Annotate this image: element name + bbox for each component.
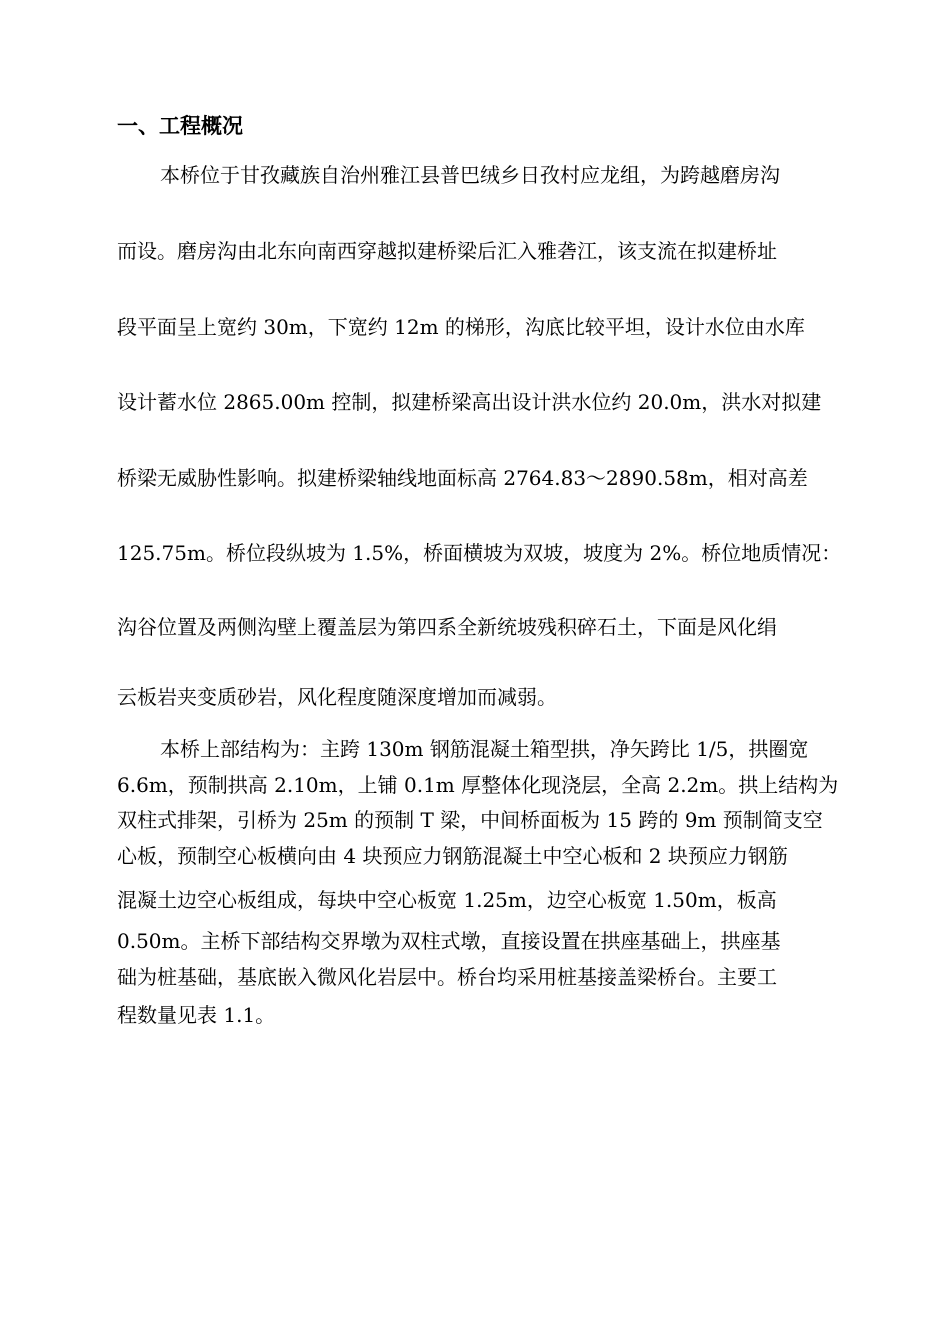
paragraph-2-line-2: 6.6m，预制拱高 2.10m，上铺 0.1m 厚整体化现浇层，全高 2.2m。拱上结构为: [117, 773, 839, 797]
paragraph-1-line-5: 桥梁无威胁性影响。拟建桥梁轴线地面标高 2764.83～2890.58m，相对高差: [117, 466, 808, 490]
paragraph-1-line-1: 本桥位于甘孜藏族自治州雅江县普巴绒乡日孜村应龙组，为跨越磨房沟: [160, 163, 780, 187]
paragraph-1-line-4: 设计蓄水位 2865.00m 控制，拟建桥梁高出设计洪水位约 20.0m，洪水对拟建: [117, 390, 822, 414]
paragraph-2-line-6: 0.50m。主桥下部结构交界墩为双柱式墩，直接设置在拱座基础上，拱座基: [117, 929, 781, 953]
paragraph-2-line-8: 程数量见表 1.1。: [117, 1003, 276, 1027]
paragraph-1-line-8: 云板岩夹变质砂岩，风化程度随深度增加而减弱。: [117, 685, 557, 709]
paragraph-1-line-3: 段平面呈上宽约 30m，下宽约 12m 的梯形，沟底比较平坦，设计水位由水库: [117, 315, 805, 339]
paragraph-2-line-4: 心板，预制空心板横向由 4 块预应力钢筋混凝土中空心板和 2 块预应力钢筋: [117, 844, 788, 868]
paragraph-1-line-2: 而设。磨房沟由北东向南西穿越拟建桥梁后汇入雅砻江，该支流在拟建桥址: [117, 239, 777, 263]
section-heading: 一、工程概况: [117, 114, 243, 138]
paragraph-2-line-3: 双柱式排架，引桥为 25m 的预制 T 梁，中间桥面板为 15 跨的 9m 预制简支空: [117, 808, 823, 832]
paragraph-2-line-1: 本桥上部结构为：主跨 130m 钢筋混凝土箱型拱，净矢跨比 1/5，拱圈宽: [160, 737, 809, 761]
paragraph-1-line-7: 沟谷位置及两侧沟壁上覆盖层为第四系全新统坡残积碎石土，下面是风化绢: [117, 615, 777, 639]
paragraph-2-line-5: 混凝土边空心板组成，每块中空心板宽 1.25m，边空心板宽 1.50m，板高: [117, 888, 777, 912]
paragraph-2-line-7: 础为桩基础，基底嵌入微风化岩层中。桥台均采用桩基接盖梁桥台。主要工: [117, 965, 777, 989]
paragraph-1-line-6: 125.75m。桥位段纵坡为 1.5%，桥面横坡为双坡，坡度为 2%。桥位地质情况：: [117, 541, 842, 565]
